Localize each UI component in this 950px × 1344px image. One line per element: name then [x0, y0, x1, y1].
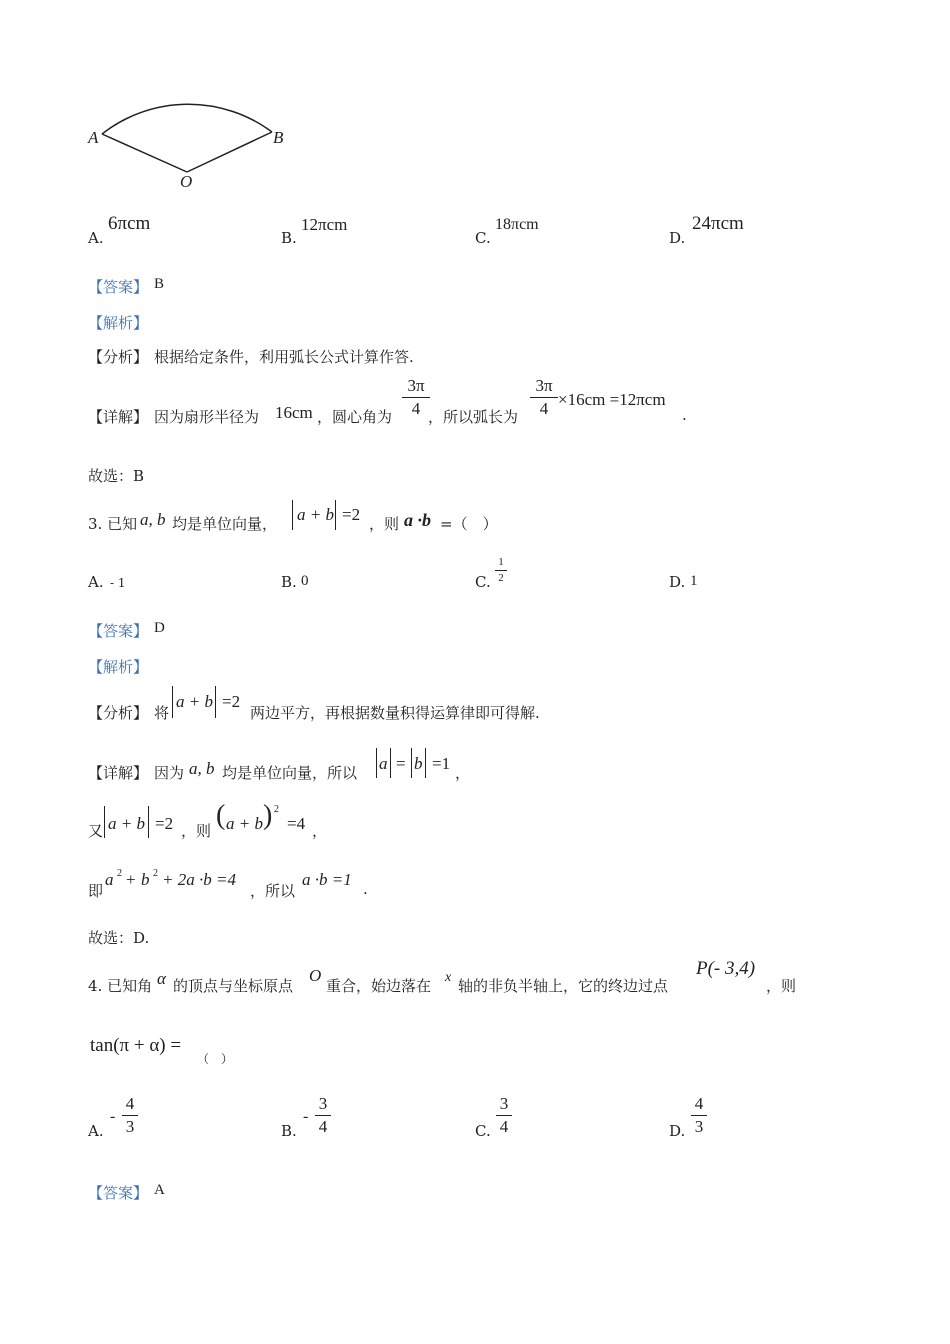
fraction-numerator: 3π	[535, 376, 553, 395]
eq-two: =2	[222, 692, 241, 711]
option-fraction	[496, 1094, 512, 1136]
detail-text: 因为扇形半径为	[154, 408, 260, 426]
detail-text: ，圆心角为	[317, 408, 393, 426]
answer-tag: 【答案】	[88, 278, 149, 296]
eq-two: =2	[155, 814, 174, 833]
answer-value: A	[154, 1182, 165, 1198]
dot-expr: a ·b	[404, 510, 431, 530]
fraction-numerator: 1	[498, 556, 504, 568]
option-fraction	[691, 1094, 707, 1136]
line3-result: a ·b =1	[302, 870, 352, 889]
option-letter: D.	[669, 1122, 686, 1140]
detail-text: 均是单位向量，所以	[222, 764, 358, 782]
option-letter: C.	[475, 573, 491, 591]
line3-expr: + 2a ·b =4	[162, 870, 236, 889]
option-letter: B.	[281, 573, 297, 591]
option-value: 0	[301, 573, 309, 589]
sector-radius-oa	[102, 134, 187, 172]
exponent: 2	[153, 868, 158, 879]
point-p: P(- 3,4)	[696, 958, 756, 979]
answer-value: D	[154, 620, 165, 636]
mod-a: a	[379, 754, 388, 773]
abs-expr: a + b	[108, 814, 145, 833]
a-squared: a	[105, 870, 114, 889]
eq: =	[396, 754, 406, 773]
stem-text: 均是单位向量，	[172, 515, 278, 533]
fraction-denominator: 3	[694, 1116, 704, 1136]
answer-value: B	[154, 276, 165, 292]
stem-text: 4. 已知角	[88, 977, 153, 995]
vec-ab: a, b	[189, 759, 215, 778]
option-letter: C.	[475, 1122, 491, 1140]
line-text: 又	[88, 822, 104, 840]
fraction-denominator: 3	[125, 1116, 135, 1136]
answer-tag: 【答案】	[88, 1184, 149, 1202]
option-value: 24πcm	[692, 213, 744, 234]
comma: ，	[455, 764, 471, 782]
fenxi-text: 两边平方，再根据数量积得运算律即可得解.	[250, 704, 540, 722]
alpha: α	[157, 969, 166, 988]
stem-text: 3. 已知	[88, 515, 138, 533]
abs-expr: a + b	[297, 505, 334, 524]
q3-conclusion: 故选：D.	[88, 929, 150, 947]
arc-calc: ×16cm =12πcm	[558, 390, 666, 409]
comma: ，	[312, 822, 328, 840]
tan-expr: tan(π + α) =	[90, 1035, 182, 1056]
eq-one: =1	[432, 754, 451, 773]
paren-expr: a + b	[226, 814, 263, 833]
vec-ab: a, b	[140, 510, 166, 529]
fraction-numerator: 3	[499, 1094, 509, 1113]
option-value: 12πcm	[301, 215, 348, 234]
option-letter: B.	[281, 1122, 297, 1140]
x-var: x	[445, 970, 452, 985]
detail-tag: 【详解】	[88, 408, 149, 426]
stem-text: 重合，始边落在	[326, 977, 432, 995]
option-letter: B.	[281, 229, 297, 247]
fraction-denominator: 4	[411, 398, 421, 418]
detail-text: ，所以弧长为	[428, 408, 519, 426]
sector-radius-ob	[187, 132, 272, 172]
eq-two: =2	[342, 505, 361, 524]
arc-fraction	[530, 376, 558, 418]
angle-fraction	[402, 376, 430, 418]
stem-text: =（ ）	[440, 515, 498, 533]
q2-conclusion: 故选：B	[88, 467, 145, 485]
option-letter: A.	[88, 1122, 104, 1140]
fraction-numerator: 4	[694, 1094, 704, 1113]
option-sign: -	[110, 1108, 116, 1125]
fraction-denominator: 4	[539, 398, 549, 418]
option-value: - 1	[110, 576, 126, 590]
stem-text: 的顶点与坐标原点	[173, 977, 294, 995]
fraction-numerator: 3	[318, 1094, 328, 1113]
option-letter: D.	[669, 229, 686, 247]
period: .	[682, 406, 687, 424]
sector-arc	[102, 104, 272, 134]
period: .	[363, 880, 368, 898]
fraction-denominator: 4	[318, 1116, 328, 1136]
fenxi-text: 将	[154, 704, 170, 722]
option-fraction	[495, 556, 507, 584]
stem-text: ，则	[369, 515, 400, 533]
option-fraction	[315, 1094, 331, 1136]
paren: （ ）	[197, 1052, 234, 1066]
label-b: B	[273, 128, 284, 147]
stem-text: ，则	[766, 977, 797, 995]
line-text: ，则	[181, 822, 212, 840]
line-text: 即	[88, 882, 104, 900]
option-value: 1	[690, 573, 698, 589]
detail-text: 因为	[154, 764, 185, 782]
option-sign: -	[303, 1108, 309, 1125]
fraction-denominator: 4	[499, 1116, 509, 1136]
option-letter: A.	[88, 229, 104, 247]
square-exp: 2	[274, 804, 279, 815]
stem-text: 轴的非负半轴上，它的终边过点	[458, 977, 669, 995]
option-value: 18πcm	[495, 216, 539, 233]
option-letter: D.	[669, 573, 686, 591]
exponent: 2	[117, 868, 122, 879]
detail-tag: 【详解】	[88, 764, 149, 782]
fraction-numerator: 3π	[407, 376, 425, 395]
fraction-numerator: 4	[125, 1094, 135, 1113]
radius-value: 16cm	[275, 403, 313, 422]
option-letter: A.	[88, 573, 104, 591]
fenxi-tag: 【分析】	[88, 704, 149, 722]
option-fraction	[122, 1094, 138, 1136]
answer-tag: 【答案】	[88, 622, 149, 640]
analysis-tag: 【解析】	[88, 314, 149, 332]
option-value: 6πcm	[108, 213, 151, 234]
label-o: O	[180, 172, 193, 191]
abs-expr: a + b	[176, 692, 213, 711]
mod-b: b	[414, 754, 423, 773]
option-letter: C.	[475, 229, 491, 247]
fenxi-tag: 【分析】	[88, 348, 149, 366]
fenxi-text: 根据给定条件，利用弧长公式计算作答.	[154, 348, 414, 366]
b-squared: b	[141, 870, 150, 889]
eq-four: =4	[287, 814, 306, 833]
label-a: A	[88, 128, 99, 147]
fraction-denominator: 2	[498, 571, 504, 584]
analysis-tag: 【解析】	[88, 658, 149, 676]
line-text: ，所以	[250, 882, 296, 900]
origin-o: O	[309, 966, 322, 985]
